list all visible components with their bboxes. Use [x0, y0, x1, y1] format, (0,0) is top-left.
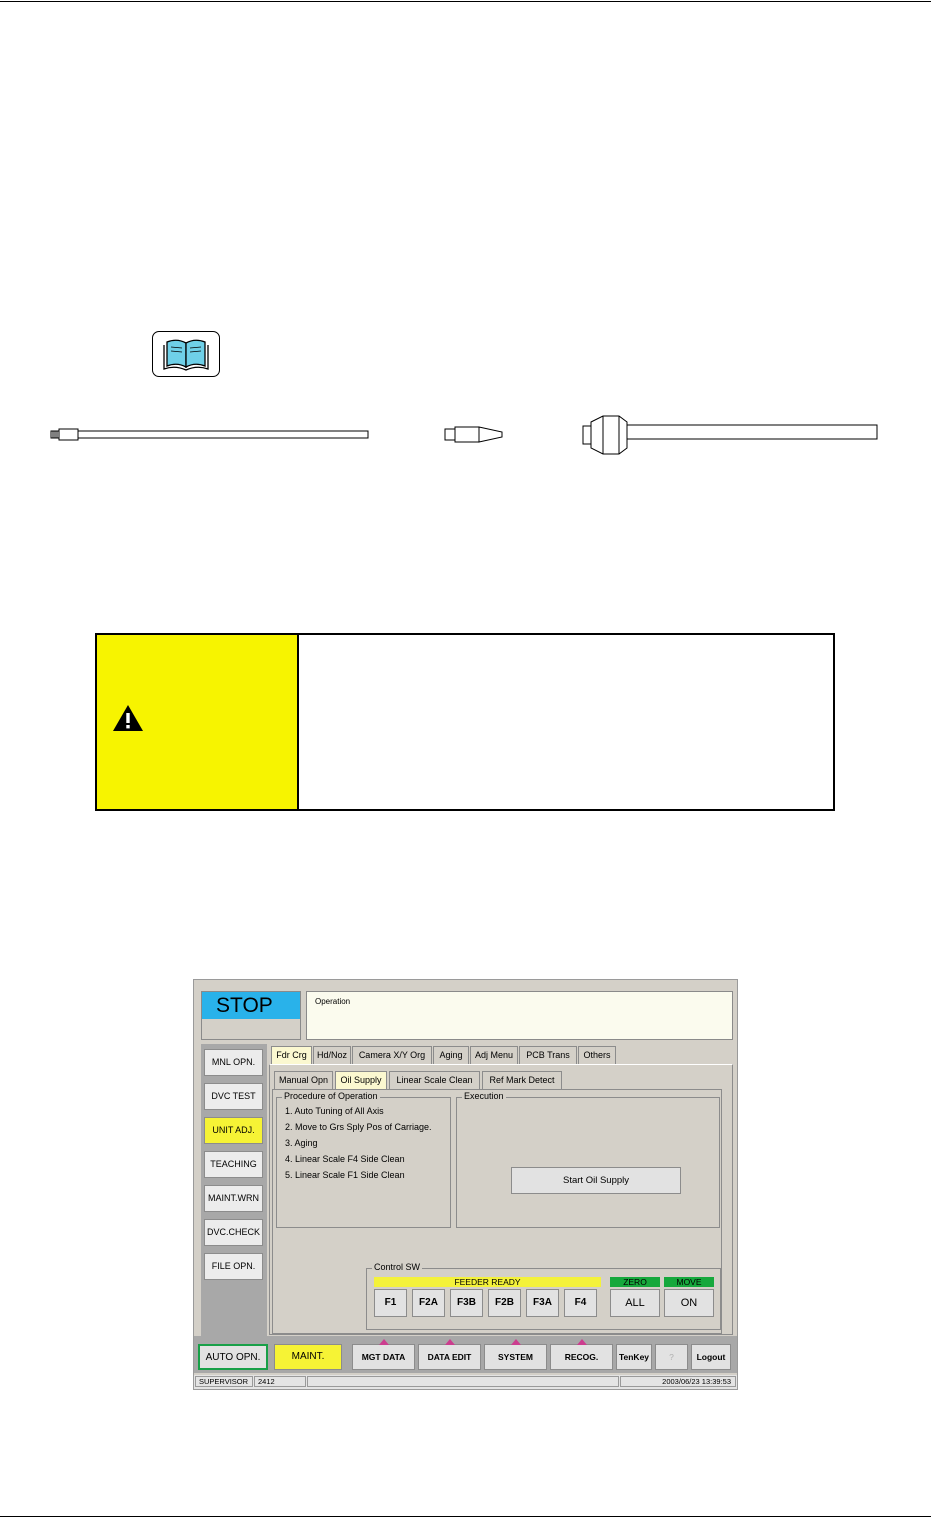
- tab-aging[interactable]: Aging: [433, 1046, 469, 1064]
- subtab-linear-scale-clean[interactable]: Linear Scale Clean: [389, 1071, 480, 1089]
- feeder-f2a-button[interactable]: F2A: [412, 1289, 445, 1317]
- menu-indicator-icon: [577, 1339, 587, 1345]
- procedure-title: Procedure of Operation: [284, 1091, 378, 1101]
- execution-title: Execution: [464, 1091, 504, 1101]
- bottom-bar: [194, 1336, 737, 1373]
- mgt-data-button[interactable]: [352, 1344, 415, 1370]
- feeder-f4-button[interactable]: F4: [564, 1289, 597, 1317]
- tube-tool: [583, 416, 877, 454]
- feeder-f2b-button[interactable]: F2B: [488, 1289, 521, 1317]
- long-nozzle-tool: [51, 429, 368, 440]
- feeder-f3b-button[interactable]: F3B: [450, 1289, 483, 1317]
- data-edit-label: DATA EDIT: [427, 1352, 472, 1362]
- control-sw-title: Control SW: [374, 1262, 421, 1272]
- procedure-step: 2. Move to Grs Sply Pos of Carriage.: [285, 1122, 432, 1132]
- tab-hd-noz[interactable]: Hd/Noz: [313, 1046, 351, 1064]
- warning-label-cell: [97, 635, 299, 809]
- tab-others[interactable]: Others: [578, 1046, 616, 1064]
- feeder-ready-banner: FEEDER READY: [374, 1277, 601, 1287]
- system-button[interactable]: [484, 1344, 547, 1370]
- auto-opn-button[interactable]: AUTO OPN.: [198, 1344, 268, 1370]
- status-user: SUPERVISOR: [195, 1376, 253, 1387]
- side-btn-teaching[interactable]: TEACHING: [204, 1151, 263, 1178]
- tab-pcb-trans[interactable]: PCB Trans: [519, 1046, 577, 1064]
- side-btn-file-opn[interactable]: FILE OPN.: [204, 1253, 263, 1280]
- zero-all-button[interactable]: ALL: [610, 1289, 660, 1317]
- execution-group: [456, 1091, 720, 1228]
- system-label: SYSTEM: [498, 1352, 533, 1362]
- status-message: [307, 1376, 619, 1387]
- recog-button[interactable]: [550, 1344, 613, 1370]
- control-sw-group: [366, 1262, 721, 1330]
- short-nozzle-tool: [445, 427, 502, 442]
- menu-indicator-icon: [445, 1339, 455, 1345]
- subtab-oil-supply[interactable]: Oil Supply: [335, 1071, 387, 1089]
- side-menu: [201, 1044, 267, 1336]
- tools-illustration: [0, 410, 931, 460]
- subtab-ref-mark-detect[interactable]: Ref Mark Detect: [482, 1071, 562, 1089]
- subtab-manual-opn[interactable]: Manual Opn: [274, 1071, 333, 1089]
- side-btn-maint-wrn[interactable]: MAINT.WRN: [204, 1185, 263, 1212]
- mgt-data-label: MGT DATA: [361, 1352, 406, 1362]
- procedure-group: [276, 1091, 451, 1228]
- start-oil-supply-button[interactable]: Start Oil Supply: [511, 1167, 681, 1194]
- move-banner: MOVE: [664, 1277, 714, 1287]
- menu-indicator-icon: [379, 1339, 389, 1345]
- top-rule: [0, 1, 931, 2]
- status-code: 2412: [254, 1376, 306, 1387]
- data-edit-button[interactable]: [418, 1344, 481, 1370]
- feeder-f3a-button[interactable]: F3A: [526, 1289, 559, 1317]
- side-btn-dvc-test[interactable]: DVC TEST: [204, 1083, 263, 1110]
- zero-banner: ZERO: [610, 1277, 660, 1287]
- bottom-rule: [0, 1516, 931, 1517]
- tab-adj-menu[interactable]: Adj Menu: [470, 1046, 518, 1064]
- warning-text-cell: [299, 635, 833, 809]
- logout-button[interactable]: Logout: [691, 1344, 731, 1370]
- status-bar: [194, 1375, 737, 1389]
- operation-message: [306, 991, 733, 1040]
- help-icon[interactable]: ?: [655, 1344, 688, 1370]
- warning-triangle-icon: [111, 703, 145, 733]
- maint-button[interactable]: MAINT.: [274, 1344, 342, 1370]
- operation-label: Operation: [315, 997, 351, 1006]
- side-btn-unit-adj[interactable]: UNIT ADJ.: [204, 1117, 263, 1144]
- recog-label: RECOG.: [564, 1352, 599, 1362]
- stop-label: STOP: [202, 992, 300, 1019]
- stop-status: [201, 991, 301, 1040]
- menu-indicator-icon: [511, 1339, 521, 1345]
- tenkey-button[interactable]: TenKey: [616, 1344, 652, 1370]
- side-btn-mnl-opn[interactable]: MNL OPN.: [204, 1049, 263, 1076]
- warning-box: [95, 633, 835, 811]
- status-datetime: 2003/06/23 13:39:53: [620, 1376, 736, 1387]
- feeder-f1-button[interactable]: F1: [374, 1289, 407, 1317]
- procedure-step: 4. Linear Scale F4 Side Clean: [285, 1154, 405, 1164]
- tab-fdr-crg[interactable]: Fdr Crg: [271, 1046, 312, 1064]
- manual-book-icon: [152, 331, 220, 377]
- side-btn-dvc-check[interactable]: DVC.CHECK: [204, 1219, 263, 1246]
- move-on-button[interactable]: ON: [664, 1289, 714, 1317]
- procedure-step: 3. Aging: [285, 1138, 318, 1148]
- machine-screen: [193, 979, 738, 1390]
- procedure-step: 5. Linear Scale F1 Side Clean: [285, 1170, 405, 1180]
- tab-camera-xy-org[interactable]: Camera X/Y Org: [352, 1046, 432, 1064]
- procedure-step: 1. Auto Tuning of All Axis: [285, 1106, 384, 1116]
